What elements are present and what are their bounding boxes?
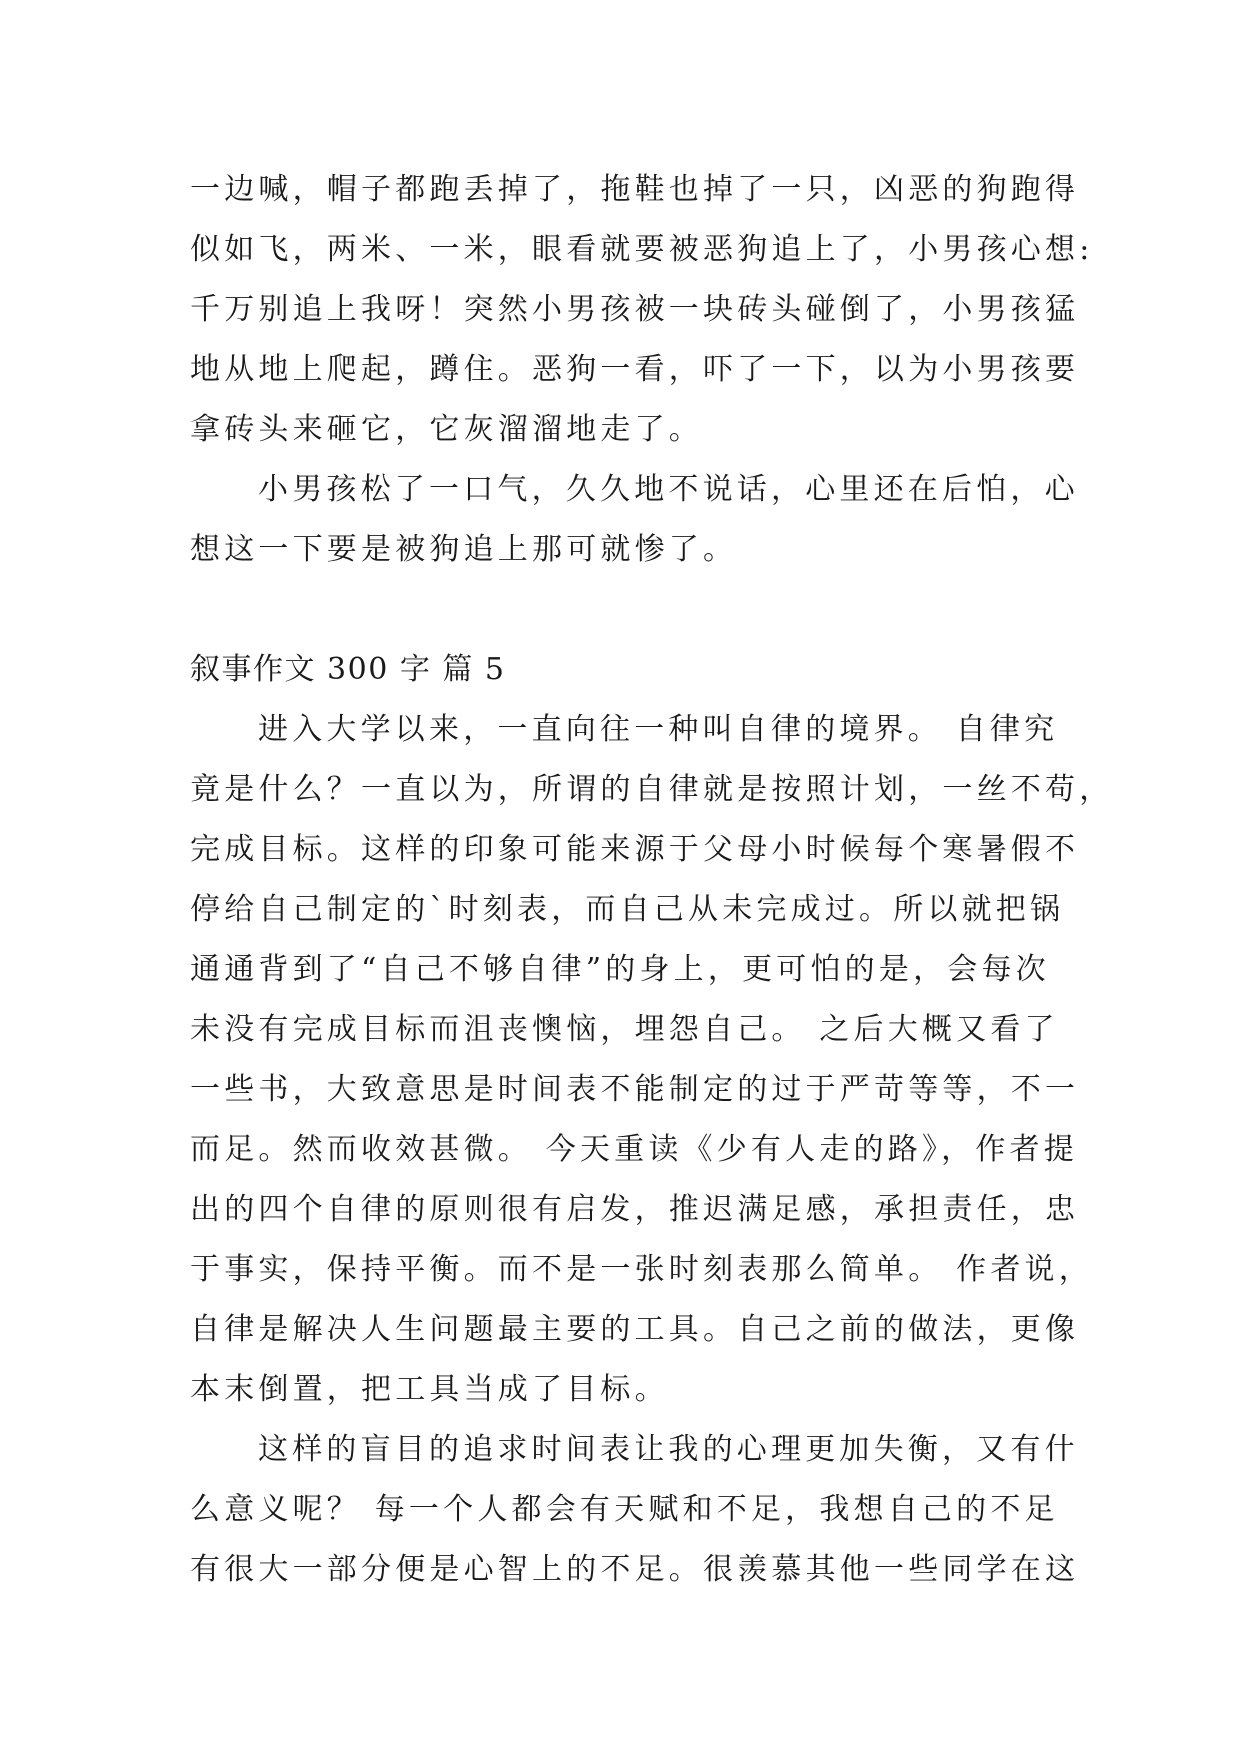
text-line: 似如飞，两米、一米，眼看就要被恶狗追上了，小男孩心想: <box>190 232 1094 267</box>
section-heading: 叙事作文 300 字 篇 5 <box>190 652 506 687</box>
text-line: 于事实，保持平衡。而不是一张时刻表那么简单。 作者说， <box>190 1252 1093 1287</box>
paragraph <box>190 160 1094 460</box>
text-line: 么意义呢？ 每一个人都会有天赋和不足，我想自己的不足 <box>190 1492 1059 1527</box>
text-line: 出的四个自律的原则很有启发，推迟满足感，承担责任，忠 <box>190 1192 1080 1227</box>
text-line: 地从地上爬起，蹲住。恶狗一看，吓了一下，以为小男孩要 <box>190 352 1080 387</box>
paragraph <box>190 460 1079 580</box>
text-line: 本末倒置，把工具当成了目标。 <box>190 1372 669 1407</box>
text-line: 完成目标。这样的印象可能来源于父母小时候每个寒暑假不 <box>190 832 1080 867</box>
text-line: 拿砖头来砸它，它灰溜溜地走了。 <box>190 412 703 447</box>
text-line: 自律是解决人生问题最主要的工具。自己之前的做法，更像 <box>190 1312 1080 1347</box>
text-line: 这样的盲目的追求时间表让我的心理更加失衡，又有什 <box>258 1432 1079 1467</box>
text-line: 而足。然而收效甚微。 今天重读《少有人走的路》，作者提 <box>190 1132 1078 1167</box>
text-line: 进入大学以来，一直向往一种叫自律的境界。 自律究 <box>258 712 1059 747</box>
text-line: 千万别追上我呀！突然小男孩被一块砖头碰倒了，小男孩猛 <box>190 292 1080 327</box>
text-line: 想这一下要是被狗追上那可就惨了。 <box>190 532 738 567</box>
text-line: 一些书，大致意思是时间表不能制定的过于严苛等等，不一 <box>190 1072 1080 1107</box>
text-line: 停给自己制定的`时刻表，而自己从未完成过。所以就把锅 <box>190 892 1065 927</box>
paragraph <box>190 1420 1080 1600</box>
text-line: 有很大一部分便是心智上的不足。很羡慕其他一些同学在这 <box>190 1552 1080 1587</box>
paragraph <box>190 700 1114 1420</box>
text-line: 未没有完成目标而沮丧懊恼，埋怨自己。 之后大概又看了 <box>190 1012 1059 1047</box>
text-line: 一边喊，帽子都跑丢掉了，拖鞋也掉了一只，凶恶的狗跑得 <box>190 172 1080 207</box>
text-line: 通通背到了“自己不够自律”的身上，更可怕的是，会每次 <box>190 952 1050 987</box>
text-line: 小男孩松了一口气，久久地不说话，心里还在后怕，心 <box>258 472 1079 507</box>
document-body <box>190 160 1114 1600</box>
text-line: 竟是什么？一直以为，所谓的自律就是按照计划，一丝不苟， <box>190 772 1114 807</box>
